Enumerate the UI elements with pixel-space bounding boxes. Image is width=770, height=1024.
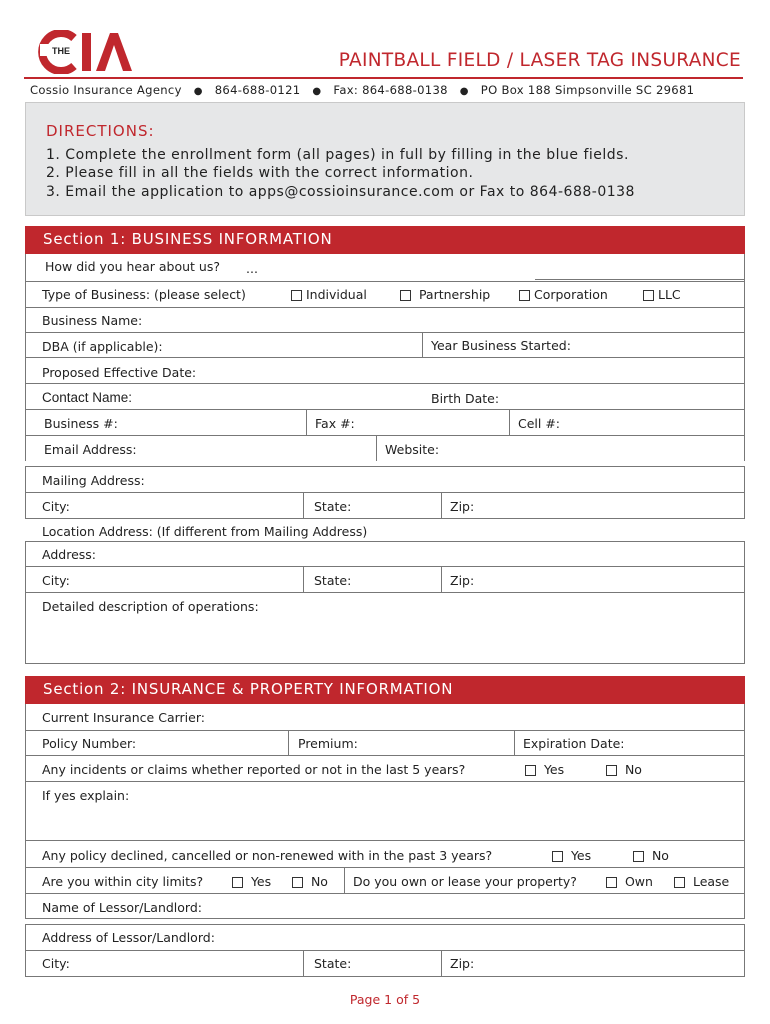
option-llc[interactable] — [643, 287, 681, 302]
divider — [422, 332, 423, 358]
zip-label: Zip: — [450, 956, 475, 971]
section2-heading: Section 2: INSURANCE & PROPERTY INFORMATION — [25, 676, 745, 704]
business-phone-label: Business #: — [44, 416, 118, 431]
checkbox-icon[interactable] — [291, 290, 302, 301]
checkbox-icon[interactable] — [519, 290, 530, 301]
checkbox-icon[interactable] — [552, 851, 563, 862]
address-label: Address: — [42, 547, 96, 562]
carrier-label: Current Insurance Carrier: — [42, 710, 205, 725]
bullet-icon: ● — [312, 86, 322, 97]
lease-label: Lease — [692, 874, 730, 889]
year-started-label: Year Business Started: — [431, 338, 571, 353]
option-label: Corporation — [533, 287, 608, 302]
premium-label: Premium: — [298, 736, 358, 751]
business-name-label: Business Name: — [42, 313, 143, 328]
divider — [303, 566, 304, 593]
birth-date-label: Birth Date: — [431, 391, 500, 406]
header-divider — [24, 77, 743, 79]
checkbox-icon[interactable] — [633, 851, 644, 862]
declined-no[interactable] — [633, 848, 669, 863]
declined-label: Any policy declined, cancelled or non-renewed with in the past 3 years? — [42, 848, 493, 863]
fax-label: Fax #: — [315, 416, 355, 431]
form-title: PAINTBALL FIELD / LASER TAG INSURANCE — [338, 50, 741, 71]
checkbox-icon[interactable] — [525, 765, 536, 776]
direction-line-3: 3. Email the application to apps@cossioinsurance.com or Fax to 864-688-0138 — [46, 184, 635, 200]
dba-label: DBA (if applicable): — [42, 339, 163, 354]
city-label: City: — [42, 499, 70, 514]
option-label: LLC — [657, 287, 681, 302]
hear-about-label: How did you hear about us? — [45, 259, 220, 274]
checkbox-icon[interactable] — [606, 877, 617, 888]
divider — [303, 950, 304, 977]
location-address-field[interactable] — [25, 541, 745, 567]
direction-line-1: 1. Complete the enrollment form (all pages) in full by filling in the blue fields. — [46, 147, 629, 163]
cia-logo — [34, 30, 138, 74]
incidents-yes[interactable] — [525, 762, 564, 777]
option-individual[interactable] — [291, 287, 367, 302]
zip-label: Zip: — [450, 573, 475, 588]
option-label: Partnership — [418, 287, 491, 302]
bullet-icon: ● — [193, 86, 203, 97]
checkbox-icon[interactable] — [674, 877, 685, 888]
page-number: Page 1 of 5 — [349, 992, 421, 1007]
agency-address: PO Box 188 Simpsonville SC 29681 — [480, 83, 695, 97]
city-limits-label: Are you within city limits? — [42, 874, 204, 889]
hear-about-dots: ... — [246, 261, 258, 276]
lease-option[interactable] — [674, 874, 729, 889]
no-label: No — [310, 874, 328, 889]
divider — [303, 492, 304, 519]
cell-label: Cell #: — [518, 416, 561, 431]
option-corporation[interactable] — [519, 287, 608, 302]
checkbox-icon[interactable] — [232, 877, 243, 888]
divider — [288, 730, 289, 756]
divider — [509, 409, 510, 436]
checkbox-icon[interactable] — [606, 765, 617, 776]
own-option[interactable] — [606, 874, 653, 889]
incidents-no[interactable] — [606, 762, 642, 777]
lessor-city-state-zip-row[interactable] — [25, 950, 745, 977]
cia-logo-graphic — [34, 30, 138, 74]
explain-field[interactable] — [25, 781, 745, 841]
location-address-label: Location Address: (If different from Mailing Address) — [42, 524, 368, 539]
no-label: No — [624, 762, 642, 777]
divider — [376, 435, 377, 461]
location-city-state-zip-row[interactable] — [25, 566, 745, 593]
agency-name: Cossio Insurance Agency — [30, 83, 182, 97]
business-type-label: Type of Business: (please select) — [42, 287, 246, 302]
own-label: Own — [624, 874, 653, 889]
effective-date-label: Proposed Effective Date: — [42, 365, 197, 380]
contact-name-row[interactable] — [25, 383, 745, 409]
option-label: Individual — [305, 287, 367, 302]
yes-label: Yes — [570, 848, 592, 863]
declined-yes[interactable] — [552, 848, 591, 863]
incidents-label: Any incidents or claims whether reported or not in the last 5 years? — [42, 762, 466, 777]
lessor-address-label: Address of Lessor/Landlord: — [42, 930, 215, 945]
agency-fax: Fax: 864-688-0138 — [333, 83, 448, 97]
mailing-address-label: Mailing Address: — [42, 473, 145, 488]
bullet-icon: ● — [459, 86, 469, 97]
state-label: State: — [314, 956, 352, 971]
checkbox-icon[interactable] — [400, 290, 411, 301]
checkbox-icon[interactable] — [292, 877, 303, 888]
city-label: City: — [42, 573, 70, 588]
explain-label: If yes explain: — [42, 788, 130, 803]
hear-about-underline — [535, 279, 745, 280]
divider — [306, 409, 307, 436]
directions-heading: DIRECTIONS: — [46, 122, 155, 140]
phone-row[interactable] — [25, 409, 745, 436]
email-label: Email Address: — [44, 442, 137, 457]
operations-label: Detailed description of operations: — [42, 599, 259, 614]
section1-heading: Section 1: BUSINESS INFORMATION — [25, 226, 745, 254]
yes-label: Yes — [543, 762, 565, 777]
contact-line — [30, 83, 742, 97]
expiration-label: Expiration Date: — [523, 736, 625, 751]
contact-name-label: Contact Name: — [42, 390, 133, 405]
city-label: City: — [42, 956, 70, 971]
policy-number-label: Policy Number: — [42, 736, 137, 751]
divider — [514, 730, 515, 756]
zip-label: Zip: — [450, 499, 475, 514]
agency-phone: 864-688-0121 — [214, 83, 301, 97]
state-label: State: — [314, 573, 352, 588]
divider — [441, 950, 442, 977]
logo-the-text: THE — [52, 46, 70, 56]
city-limits-yes[interactable] — [232, 874, 271, 889]
divider — [441, 492, 442, 519]
direction-line-2: 2. Please fill in all the fields with the correct information. — [46, 165, 474, 181]
yes-label: Yes — [250, 874, 272, 889]
checkbox-icon[interactable] — [643, 290, 654, 301]
option-partnership[interactable] — [400, 287, 490, 302]
own-lease-label: Do you own or lease your property? — [353, 874, 577, 889]
state-label: State: — [314, 499, 352, 514]
city-limits-no[interactable] — [292, 874, 328, 889]
website-label: Website: — [385, 442, 440, 457]
city-state-zip-row[interactable] — [25, 492, 745, 519]
divider — [344, 867, 345, 894]
no-label: No — [651, 848, 669, 863]
divider — [441, 566, 442, 593]
lessor-name-label: Name of Lessor/Landlord: — [42, 900, 202, 915]
